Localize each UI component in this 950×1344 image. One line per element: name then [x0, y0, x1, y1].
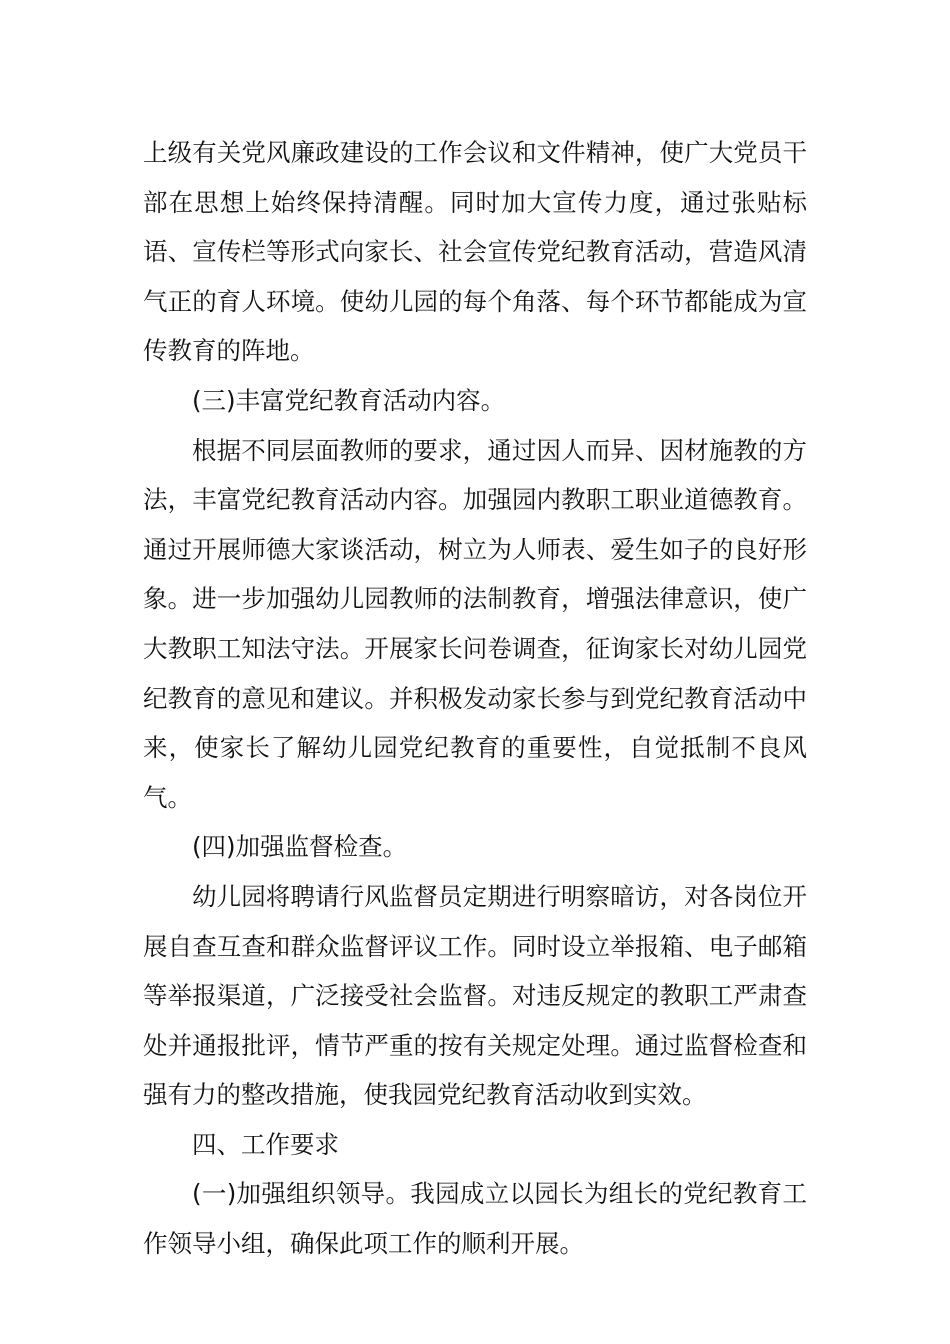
chapter-heading-work-requirements: 四、工作要求 [192, 1129, 339, 1159]
section-heading-3: (三)丰富党纪教育活动内容。 [192, 385, 506, 415]
paragraph-supervision: 幼儿园将聘请行风监督员定期进行明察暗访，对各岗位开展自查互查和群众监督评议工作。同时设立举报箱、电子邮箱等举报渠道，广泛接受社会监督。对违反规定的教职工严肃查处并通报批评，情节严重的按有关规定处理。通过监督检查和强有力的整改措施，使我园党纪教育活动收到实效。 [143, 881, 807, 1110]
paragraph-organization-leadership: (一)加强组织领导。我园成立以园长为组长的党纪教育工作领导小组，确保此项工作的顺利开展。 [143, 1179, 807, 1259]
paragraph-continued: 上级有关党风廉政建设的工作会议和文件精神，使广大党员干部在思想上始终保持清醒。同时加大宣传力度，通过张贴标语、宣传栏等形式向家长、社会宣传党纪教育活动，营造风清气正的育人环境。使幼儿园的每个角落、每个环节都能成为宣传教育的阵地。 [143, 138, 807, 366]
section-heading-4: (四)加强监督检查。 [192, 832, 408, 862]
document-body [143, 128, 807, 1269]
paragraph-enrich-content: 根据不同层面教师的要求，通过因人而异、因材施教的方法，丰富党纪教育活动内容。加强园内教职工职业道德教育。通过开展师德大家谈活动，树立为人师表、爱生如子的良好形象。进一步加强幼儿园教师的法制教育，增强法律意识，使广大教职工知法守法。开展家长问卷调查，征询家长对幼儿园党纪教育的意见和建议。并积极发动家长参与到党纪教育活动中来，使家长了解幼儿园党纪教育的重要性，自觉抵制不良风气。 [143, 435, 807, 812]
